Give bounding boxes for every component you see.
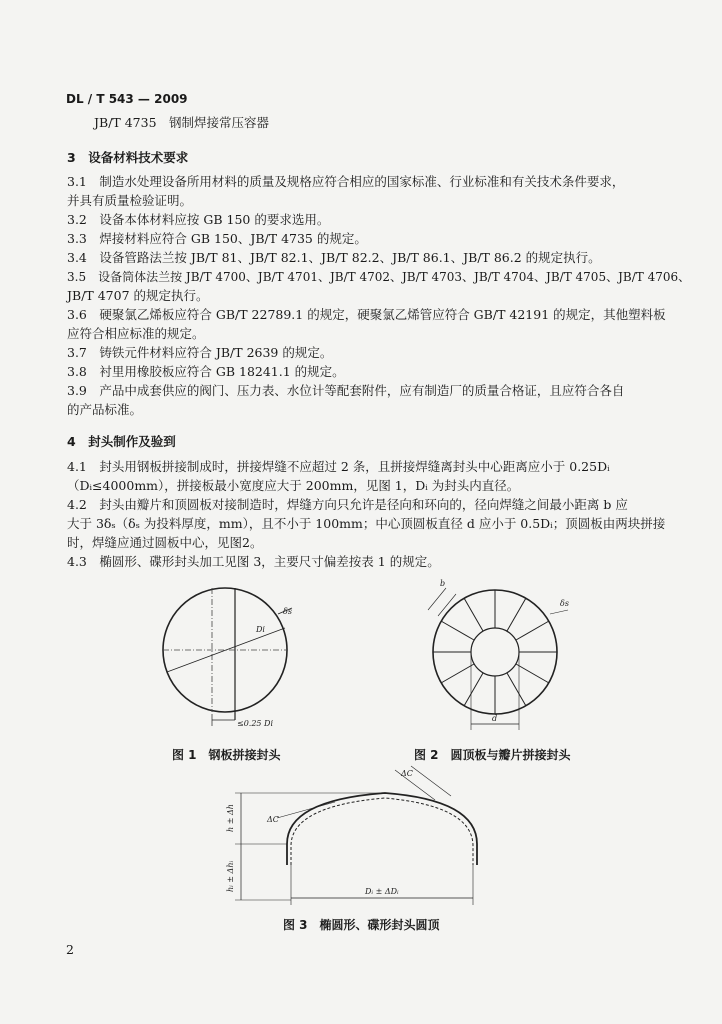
fig2-label-b: b (440, 579, 446, 588)
fig2-label-d: d (492, 714, 498, 723)
paragraph-line: 3.8 衬里用橡胶板应符合 GB 18241.1 的规定。 (67, 364, 345, 379)
paragraph-line: 3.4 设备管路法兰按 JB/T 81、JB/T 82.1、JB/T 82.2、JB/T 86.1、JB/T 86.2 的规定执行。 (67, 250, 601, 265)
fig3-label-dc-left: ΔC (267, 815, 279, 824)
paragraph-line: 3.1 制造水处理设备所用材料的质量及规格应符合相应的国家标准、行业标准和有关技术条件要求， (67, 174, 625, 189)
paragraph-line: 3.3 焊接材料应符合 GB 150、JB/T 4735 的规定。 (67, 231, 367, 246)
paragraph-line: 4.3 椭圆形、碟形封头加工见图 3，主要尺寸偏差按表 1 的规定。 (67, 554, 440, 569)
paragraph-line: （Dᵢ≤4000mm），拼接板最小宽度应大于 200mm，见图 1，Dᵢ 为封头内直径。 (67, 478, 520, 493)
standard-number: DL / T 543 — 2009 (66, 92, 188, 106)
fig1-label-dim: ≤0.25 Di (237, 719, 274, 728)
fig3-label-di: Dᵢ ± ΔDᵢ (365, 887, 399, 896)
paragraph-line: 3.9 产品中成套供应的阀门、压力表、水位计等配套附件，应有制造厂的质量合格证，且应符合各自 (67, 383, 625, 398)
section-3-title: 3 设备材料技术要求 (67, 150, 189, 165)
reference-standard: JB/T 4735 钢制焊接常压容器 (94, 115, 270, 130)
fig3-label-dc-top: ΔC (401, 769, 413, 778)
fig1-label-di: Di (256, 625, 265, 634)
section-4-title: 4 封头制作及验到 (67, 434, 176, 449)
paragraph-line: 的产品标准。 (67, 402, 143, 417)
paragraph-line: 3.5 设备筒体法兰按 JB/T 4700、JB/T 4701、JB/T 4702、JB/T 4703、JB/T 4704、JB/T 4705、JB/T 4706、 (67, 270, 691, 284)
paragraph-line: 大于 3δₛ（δₛ 为投料厚度，mm），且不小于 100mm；中心顶圆板直径 d 应小于 0.5Dᵢ；顶圆板由两块拼接 (67, 516, 666, 531)
fig2-label-ds: δs (560, 599, 569, 608)
figure-1 (140, 580, 310, 744)
page-number: 2 (66, 942, 74, 957)
figure-2 (400, 570, 590, 749)
paragraph-line: 3.2 设备本体材料应按 GB 150 的要求选用。 (67, 212, 330, 227)
fig1-label-ds: δs (283, 607, 292, 616)
paragraph-line: 4.1 封头用钢板拼接制成时，拼接焊缝不应超过 2 条，且拼接焊缝离封头中心距离应小于 0.25Dᵢ (67, 459, 610, 474)
paragraph-line: 3.6 硬聚氯乙烯板应符合 GB/T 22789.1 的规定，硬聚氯乙烯管应符合 GB/T 42191 的规定，其他塑料板 (67, 307, 666, 322)
paragraph-line: 3.7 铸铁元件材料应符合 JB/T 2639 的规定。 (67, 345, 333, 360)
paragraph-line: 时，焊缝应通过圆板中心，见图2。 (67, 535, 263, 550)
paragraph-line: 4.2 封头由瓣片和顶圆板对接制造时，焊缝方向只允许是径向和环向的，径向焊缝之间最小距离 b 应 (67, 497, 628, 512)
paragraph-line: JB/T 4707 的规定执行。 (67, 288, 209, 303)
figure-1-caption: 图 1 钢板拼接封头 (172, 748, 281, 762)
paragraph-line: 并具有质量检验证明。 (67, 193, 193, 208)
fig3-label-h: h ± Δh (226, 804, 235, 832)
figure-3 (215, 760, 510, 914)
figure-3-caption: 图 3 椭圆形、碟形封头圆顶 (283, 918, 440, 932)
fig3-label-hi: hᵢ ± Δhᵢ (226, 860, 235, 892)
figure-2-caption: 图 2 圆顶板与瓣片拼接封头 (414, 748, 571, 762)
paragraph-line: 应符合相应标准的规定。 (67, 326, 205, 341)
